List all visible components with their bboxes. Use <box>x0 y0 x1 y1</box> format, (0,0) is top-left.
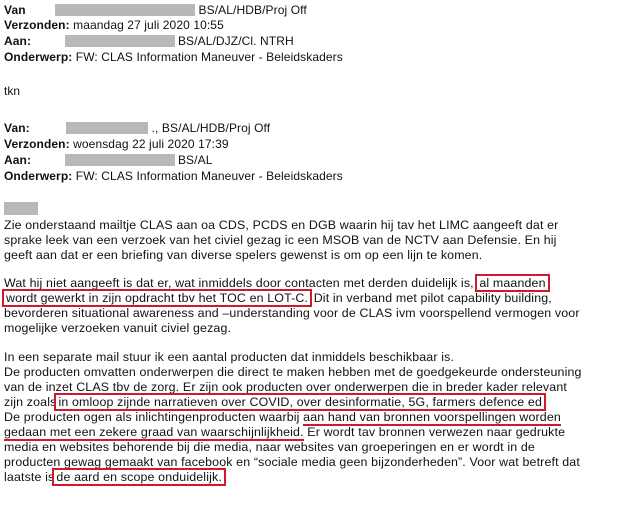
to-label: Aan: <box>4 34 32 48</box>
sent-label: Verzonden: <box>4 137 70 151</box>
body-line: sprake leek van een verzoek van het civiel gezag ic een MSOB van de NCTV aan Defensie. En hij <box>4 233 557 247</box>
body-text: Dit in verband met pilot capability building, <box>310 291 552 305</box>
from-suffix: BS/AL/HDB/Proj Off <box>198 3 307 17</box>
email1-sent <box>4 17 224 33</box>
body-text: Wat hij niet aangeeft is dat er, wat inmiddels door contacten met derden duidelijk is, <box>4 276 474 290</box>
body-line: media en websites behorende bij die media, naar websites van groeperingen en er wordt in de <box>4 440 535 454</box>
highlight-box: al maanden <box>479 276 546 290</box>
sent-value: woensdag 22 juli 2020 17:39 <box>73 137 229 151</box>
body-line: geeft aan dat er een briefing van diverse spelers gewenst is om op een lijn te komen. <box>4 248 483 262</box>
redacted-block <box>55 4 195 16</box>
body-line <box>4 425 565 440</box>
sent-label: Verzonden: <box>4 18 70 32</box>
body-line <box>4 395 544 410</box>
body-line: mogelijke verzoeken vanuit civiel gezag. <box>4 321 232 335</box>
sent-value: maandag 27 juli 2020 10:55 <box>73 18 224 32</box>
highlight-box: in omloop zijnde narratieven over COVID, over desinformatie, 5G, farmers defence ed <box>58 395 542 409</box>
redacted-block <box>65 35 175 47</box>
email2-from <box>4 120 270 136</box>
body-line <box>4 291 552 306</box>
subject-label: Onderwerp: <box>4 50 73 64</box>
from-label: Van: <box>4 121 30 135</box>
email1-to <box>4 33 294 49</box>
body-line: bevorderen situational awareness and –understanding voor de CLAS ivm voorspellend vermogen voor <box>4 306 580 320</box>
body-line: producten gewag gemaakt van facebook en “sociale media geen bijzonderheden”. Voor wat betreft dat <box>4 455 580 469</box>
highlight-underline: gedaan met een zekere graad van waarschijnlijkheid. <box>4 425 304 439</box>
subject-value: FW: CLAS Information Maneuver - Beleidskaders <box>75 50 343 64</box>
tkn-text: tkn <box>4 84 21 98</box>
body-line: van de inzet CLAS tbv de zorg. Er zijn ook producten over onderwerpen die in breder kader relevant <box>4 380 567 394</box>
body-text: zijn zoals <box>4 395 57 409</box>
highlight-underline: aan hand van bronnen voorspellingen worden <box>303 410 561 424</box>
highlight-box: de aard en scope onduidelijk. <box>56 470 222 484</box>
body-line: De producten omvatten onderwerpen die direct te maken hebben met de goedgekeurde ondersteuning <box>4 365 582 379</box>
redacted-block <box>65 154 175 166</box>
email2-to <box>4 152 212 168</box>
body-line <box>4 410 561 425</box>
body-text: Er wordt tav bronnen verwezen naar gedrukte <box>303 425 566 439</box>
redacted-salutation <box>4 202 38 215</box>
body-text: laatste is <box>4 470 55 484</box>
redacted-block <box>66 122 148 134</box>
body-line: In een separate mail stuur ik een aantal producten dat inmiddels beschikbaar is. <box>4 350 455 364</box>
email1-from <box>4 2 307 18</box>
body-line: Zie onderstaand mailtje CLAS aan oa CDS, PCDS en DGB waarin hij tav het LIMC aangeeft dat er <box>4 218 559 232</box>
to-suffix: BS/AL/DJZ/Cl. NTRH <box>177 34 294 48</box>
from-label: Van <box>4 3 26 17</box>
from-suffix: ., BS/AL/HDB/Proj Off <box>151 121 271 135</box>
body-text: De producten ogen als inlichtingenproducten waarbij <box>4 410 300 424</box>
subject-value: FW: CLAS Information Maneuver - Beleidskaders <box>75 169 343 183</box>
body-line <box>4 470 224 485</box>
to-label: Aan: <box>4 153 32 167</box>
body-line <box>4 276 548 291</box>
email2-subject <box>4 168 343 184</box>
subject-label: Onderwerp: <box>4 169 73 183</box>
email1-subject <box>4 49 343 65</box>
email2-sent <box>4 136 229 152</box>
highlight-box: wordt gewerkt in zijn opdracht tbv het TOC en LOT-C. <box>6 291 309 305</box>
to-suffix: BS/AL <box>177 153 213 167</box>
